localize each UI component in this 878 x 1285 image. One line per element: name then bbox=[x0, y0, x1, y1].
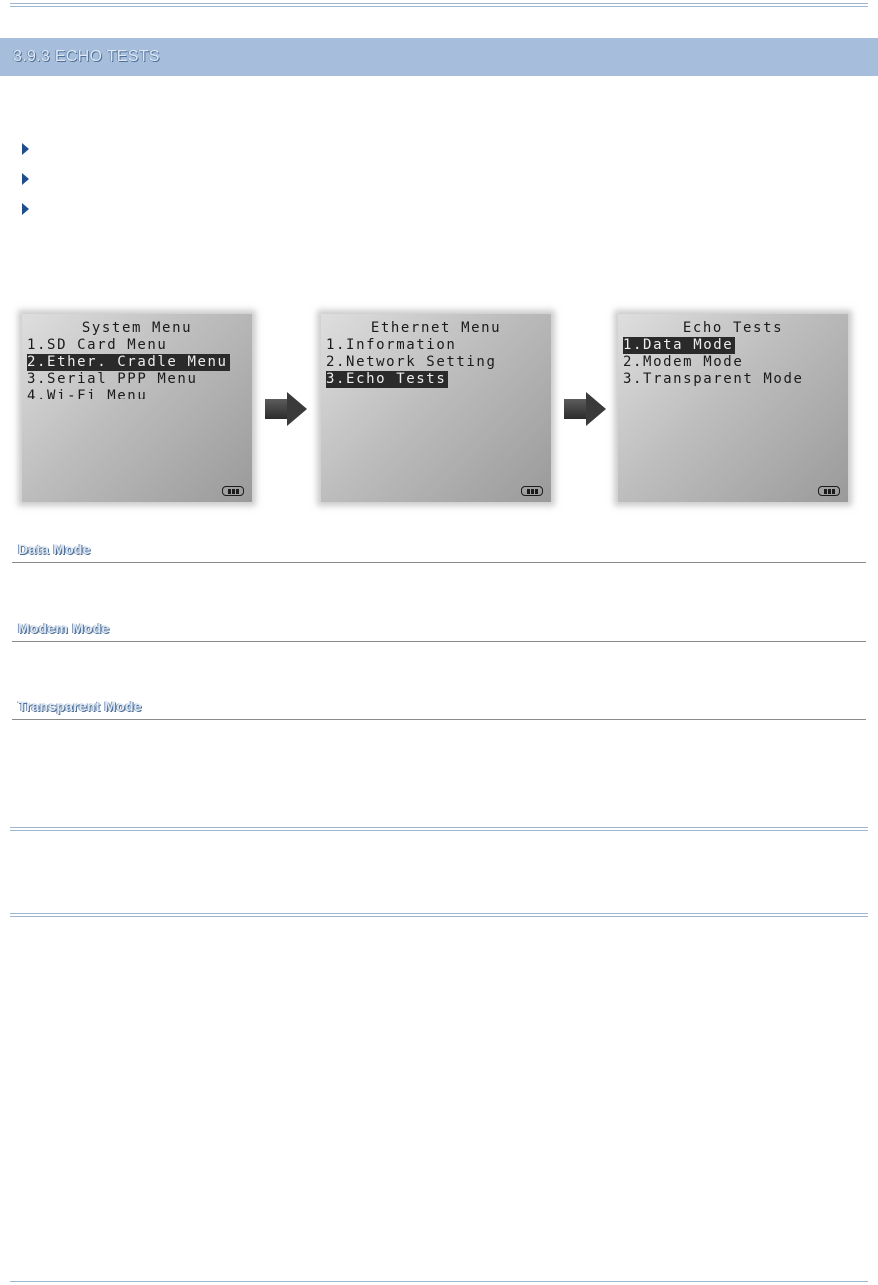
subsection-rule bbox=[12, 719, 866, 720]
menu-item: 1.SD Card Menu bbox=[27, 337, 168, 353]
top-rule bbox=[10, 3, 868, 7]
subsection-rule bbox=[12, 641, 866, 642]
menu-item: 3.Transparent Mode bbox=[623, 371, 804, 387]
screen-title: Echo Tests bbox=[682, 320, 784, 336]
screen-title: System Menu bbox=[81, 320, 193, 336]
screen-title: Ethernet Menu bbox=[370, 320, 502, 336]
note-top-rule bbox=[10, 827, 868, 831]
menu-item-selected: 2.Ether. Cradle Menu bbox=[27, 354, 228, 370]
subsection-rule bbox=[12, 562, 866, 563]
menu-item: 3.Serial PPP Menu bbox=[27, 371, 198, 387]
menu-item: 2.Modem Mode bbox=[623, 354, 744, 370]
bullet-icon bbox=[22, 203, 29, 215]
section-title: 3.9.3 ECHO TESTS bbox=[13, 48, 160, 65]
lcd-screen-system-menu bbox=[22, 314, 252, 502]
bottom-rule bbox=[10, 1281, 868, 1282]
battery-icon bbox=[818, 486, 840, 496]
bullet-icon bbox=[22, 173, 29, 185]
subsection-heading-data-mode: Data Mode bbox=[18, 541, 91, 557]
menu-item-selected: 1.Data Mode bbox=[623, 337, 734, 353]
battery-icon bbox=[521, 486, 543, 496]
menu-item-selected: 3.Echo Tests bbox=[326, 371, 447, 387]
menu-item: 2.Network Setting bbox=[326, 354, 497, 370]
lcd-screen-ethernet-menu bbox=[321, 314, 551, 502]
subsection-heading-modem-mode: Modem Mode bbox=[18, 620, 110, 636]
battery-icon bbox=[222, 486, 244, 496]
menu-item-partial: 4.Wi-Fi Menu bbox=[27, 388, 148, 399]
lcd-screen-echo-tests bbox=[618, 314, 848, 502]
right-arrow-icon bbox=[265, 391, 309, 427]
note-bottom-rule bbox=[10, 913, 868, 917]
bullet-icon bbox=[22, 143, 29, 155]
menu-item: 1.Information bbox=[326, 337, 457, 353]
right-arrow-icon bbox=[564, 391, 608, 427]
subsection-heading-transparent-mode: Transparent Mode bbox=[18, 698, 142, 714]
